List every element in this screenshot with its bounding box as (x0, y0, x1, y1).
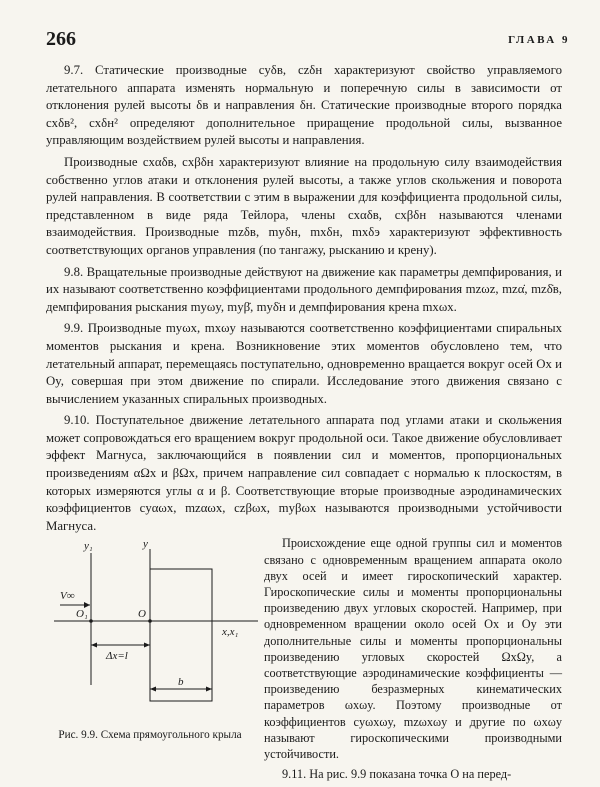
paragraph-gyroscopic: Происхождение еще одной группы сил и моментов связано с одновременным вращением аппарата около двух осей и имеет гироскопический характер. Гироскопические силы и моменты пропорциональны произведению двух угловых скоростей. Например, при одновременном вращении около осей Ox и Oy эти дополнительные силы и моменты пропорциональны произведению угловых скоростей ΩxΩy, а соответствующие аэродинамические коэффициенты — произведению безразмерных кинематических параметров ωxωy. Поэтому производные от коэффициентов cyωxωy, mzωxωy и другие по ωxωy называют гироскопическими производными устойчивости. (264, 536, 562, 762)
label-dx: Δx=l (106, 650, 128, 663)
figure-9-9 (46, 535, 258, 760)
paragraph-9-10: 9.10. Поступательное движение летательного аппарата под углами атаки и скольжения может сопровождаться его вращением вокруг продольной оси. Такое движение обусловливает эффект Магнуса, заключающийся в появлении сил и моментов, пропорциональных произведениям αΩx и βΩx, причем направление сил совпадает с нормалью к плоскостям, в которых измеряются углы α и β. Соответствующие вторые производные аэродинамических коэффициентов cyαωx, mzαωx, czβωx, myβωx называются производными устойчивости Магнуса. (46, 413, 562, 533)
figure-row (46, 535, 562, 782)
paragraph-9-11: 9.11. На рис. 9.9 показана точка O на перед- (282, 767, 512, 782)
wing-diagram (46, 535, 258, 725)
label-o: O (138, 608, 146, 621)
label-o1: O₁ (76, 608, 88, 621)
paragraph-9-8: 9.8. Вращательные производные действуют на движение как параметры демпфирования, и их называют соответственно коэффициентами продольного демпфирования mzωz, mzα̇, mzδ̇в, демпфирования рыскания myωy, myβ̇, myδ̇н и демпфирования крена mxωx. (46, 264, 562, 314)
paragraph-9-9: 9.9. Производные myωx, mxωy называются соответственно коэффициентами спиральных моментов рыскания и крена. Возникновение этих моментов обусловлено тем, что летательный аппарат, перемещаясь поступательно, одновременно вращается вокруг осей Ox и Oy, совершая при этом движение по спирали. Исследование этого движения связано с вычислением указанных спиральных производных. (46, 321, 562, 406)
page-body (46, 62, 563, 782)
running-head: ГЛАВА 9 (508, 34, 570, 46)
label-velocity: V∞ (60, 590, 75, 603)
paragraph-9-7: 9.7. Статические производные cyδв, czδн характеризуют свойство управляемого летательного аппарата изменять нормальную и поперечную силы в зависимости от отклонения рулей высоты δв и направления δн. Статические производные второго порядка cxδв², cxδн² определяют дополнительное приращение продольной силы, вызванное управляющим воздействием рулей высоты и направления. (46, 63, 562, 148)
label-y1: y₁ (84, 540, 93, 553)
point-o (148, 620, 152, 624)
label-b: b (178, 676, 184, 689)
page-header (46, 28, 570, 50)
label-x-axis: x,x₁ (222, 626, 239, 639)
paragraph-interaction-terms: Производные cxαδв, cxβδн характеризуют влияние на продольную силу взаимодействия собственно углов атаки и отклонения рулей высоты, а также углов скольжения и поворота рулей направления. В соответствии с этим в выражении для коэффициента продольной силы, представленном в виде ряда Тейлора, члены cxαδв, cxβδн называются членами взаимодействия. Производные mzδв, myδн, mxδн, mxδэ характеризуют эффективность соответствующих органов управления (по тангажу, рысканию и крену). (46, 154, 563, 257)
page-number: 266 (46, 28, 76, 50)
figure-caption: Рис. 9.9. Схема прямоугольного крыла (58, 729, 242, 742)
label-y: y (143, 538, 148, 551)
point-o1 (89, 620, 93, 624)
wrapped-text-column (264, 535, 562, 782)
